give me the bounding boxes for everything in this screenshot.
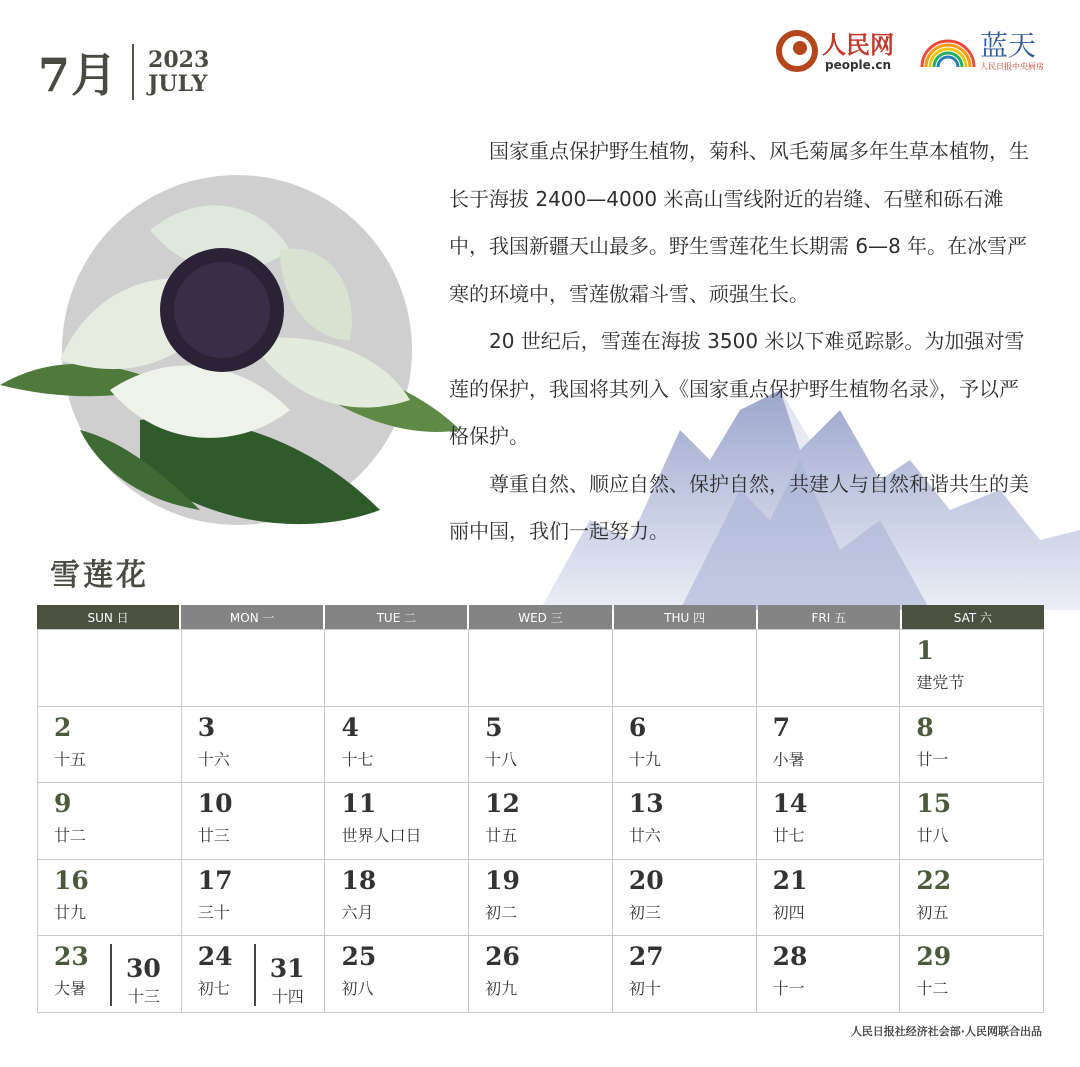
- calendar-day-cell[interactable]: [900, 707, 1044, 784]
- day-number: 15: [916, 789, 952, 819]
- month-label: 7月: [38, 48, 119, 102]
- lunar-label: 世界人口日: [341, 826, 422, 846]
- day-number: 7: [772, 712, 790, 742]
- lunar-label: 十三: [128, 987, 161, 1007]
- day-number: 17: [197, 865, 233, 895]
- day-number: 16: [54, 865, 89, 895]
- calendar-day-cell[interactable]: [182, 936, 326, 1013]
- calendar-day-cell[interactable]: [325, 860, 469, 937]
- header-divider: [132, 44, 134, 100]
- day-number: 6: [628, 712, 647, 742]
- year-box: [148, 48, 209, 96]
- weekday-header: FRI 五: [758, 605, 900, 629]
- day-number: 28: [772, 942, 808, 972]
- calendar-day-cell[interactable]: [38, 860, 182, 937]
- lunar-label: 廿七: [772, 826, 805, 846]
- day-number: 5: [485, 712, 503, 742]
- calendar-day-cell[interactable]: [900, 630, 1044, 707]
- calendar-day-cell[interactable]: [613, 783, 757, 860]
- day-number: 1: [916, 636, 934, 665]
- day-number: 31: [269, 954, 305, 984]
- calendar-week-row: [38, 630, 1044, 707]
- calendar-day-cell[interactable]: [469, 936, 613, 1013]
- lunar-label: 三十: [197, 902, 230, 922]
- calendar-grid: [37, 605, 1044, 1013]
- article-text: [449, 128, 1029, 556]
- weekday-header-row: [37, 605, 1044, 629]
- weekday-header: TUE 二: [325, 605, 467, 629]
- day-number: 3: [197, 712, 216, 742]
- calendar-day-cell[interactable]: [613, 860, 757, 937]
- lunar-label: 廿五: [485, 826, 518, 846]
- calendar-day-cell[interactable]: [182, 630, 326, 707]
- calendar-day-cell[interactable]: [182, 707, 326, 784]
- weekday-header: THU 四: [614, 605, 756, 629]
- calendar-day-cell[interactable]: [38, 936, 182, 1013]
- article-paragraph: 20 世纪后，雪莲在海拔 3500 米以下难觅踪影。为加强对雪莲的保护，我国将其列入《国家重点保护野生植物名录》，予以严格保护。: [449, 329, 1025, 448]
- article-paragraph: 尊重自然、顺应自然、保护自然，共建人与自然和谐共生的美丽中国，我们一起努力。: [449, 471, 1029, 543]
- lunar-label: 六月: [341, 902, 374, 922]
- lunar-label: 十五: [54, 749, 87, 769]
- calendar-day-cell[interactable]: [469, 707, 613, 784]
- day-number: 2: [54, 712, 72, 742]
- lunar-label: 建党节: [916, 673, 965, 692]
- calendar-day-cell[interactable]: [613, 707, 757, 784]
- lunar-label: 初十: [628, 979, 661, 999]
- day-number: 8: [916, 712, 934, 742]
- lunar-label: 十八: [485, 749, 518, 769]
- flower-name: 雪莲花: [50, 558, 149, 593]
- calendar-day-cell[interactable]: [325, 783, 469, 860]
- day-number: 22: [916, 865, 952, 895]
- lunar-label: 廿二: [54, 826, 87, 846]
- calendar-week-row: [38, 860, 1044, 937]
- lantian-text: 蓝天: [980, 28, 1037, 62]
- lunar-label: 廿一: [916, 749, 949, 769]
- lunar-label: 十六: [197, 749, 230, 769]
- lantian-subtext: 人民日报中央厨房: [980, 61, 1044, 71]
- people-cn-domain: people.cn: [824, 58, 892, 72]
- lunar-label: 大暑: [54, 979, 87, 999]
- calendar-day-cell[interactable]: [757, 707, 901, 784]
- day-number: 10: [197, 789, 233, 819]
- day-number: 23: [54, 942, 89, 972]
- lunar-label: 十四: [271, 987, 304, 1007]
- calendar-day-cell[interactable]: [613, 630, 757, 707]
- calendar-day-cell[interactable]: [757, 783, 901, 860]
- lunar-label: 初三: [628, 902, 661, 922]
- month-english-label: JULY: [148, 71, 208, 97]
- weekday-header: MON 一: [181, 605, 323, 629]
- lunar-label: 廿九: [54, 902, 87, 922]
- calendar-header: [38, 40, 209, 104]
- article-paragraph: 国家重点保护野生植物，菊科、风毛菊属多年生草本植物，生长于海拔 2400—4000 米高山雪线附近的岩缝、石壁和砾石滩中，我国新疆天山最多。野生雪莲花生长期需 6—8 年。在冰雪严寒的环境中，雪莲傲霜斗雪、顽强生长。: [449, 139, 1029, 306]
- calendar-week-row: [38, 783, 1044, 860]
- day-number: 11: [341, 789, 377, 819]
- lunar-label: 十九: [628, 749, 661, 769]
- lunar-label: 初五: [916, 902, 949, 922]
- calendar-day-cell[interactable]: [38, 707, 182, 784]
- lunar-label: 十一: [772, 979, 805, 999]
- calendar-day-cell[interactable]: [469, 783, 613, 860]
- people-cn-icon: [776, 30, 818, 72]
- cell-divider: [110, 944, 112, 1006]
- day-number: 12: [485, 789, 520, 819]
- day-number: 18: [341, 865, 377, 895]
- snow-lotus-illustration: [0, 170, 470, 540]
- lunar-label: 小暑: [772, 749, 805, 769]
- day-number: 20: [628, 865, 664, 895]
- calendar-day-cell[interactable]: [900, 783, 1044, 860]
- calendar-day-cell[interactable]: [38, 783, 182, 860]
- lunar-label: 初七: [197, 979, 230, 999]
- weekday-header: WED 三: [469, 605, 611, 629]
- lunar-label: 初八: [341, 979, 374, 999]
- people-cn-logo: [776, 30, 894, 72]
- day-number: 25: [341, 942, 377, 972]
- day-number: 13: [628, 789, 664, 819]
- calendar-day-cell[interactable]: [613, 936, 757, 1013]
- day-number: 19: [485, 865, 520, 895]
- day-number: 21: [772, 865, 808, 895]
- calendar-weeks: [37, 629, 1044, 1013]
- logos: [776, 30, 1044, 72]
- cell-divider: [254, 944, 256, 1006]
- lantian-logo: [918, 28, 1044, 72]
- lunar-label: 初四: [772, 902, 805, 922]
- calendar-day-cell[interactable]: [325, 936, 469, 1013]
- day-number: 24: [197, 942, 233, 972]
- calendar-day-cell[interactable]: [469, 860, 613, 937]
- calendar-week-row: [38, 936, 1044, 1013]
- day-number: 30: [126, 954, 161, 984]
- calendar-day-cell[interactable]: [182, 860, 326, 937]
- year-label: 2023: [148, 47, 210, 73]
- calendar-day-cell[interactable]: [325, 630, 469, 707]
- calendar-day-cell[interactable]: [757, 936, 901, 1013]
- people-cn-text: 人民网: [822, 30, 894, 59]
- lunar-label: 廿六: [628, 826, 661, 846]
- weekday-header: SUN 日: [37, 605, 179, 629]
- calendar-day-cell[interactable]: [900, 860, 1044, 937]
- calendar-day-cell[interactable]: [469, 630, 613, 707]
- rainbow-icon: [918, 31, 978, 71]
- lunar-label: 初九: [485, 979, 518, 999]
- day-number: 26: [485, 942, 520, 972]
- calendar-day-cell[interactable]: [38, 630, 182, 707]
- calendar-day-cell[interactable]: [757, 860, 901, 937]
- lunar-label: 初二: [485, 902, 518, 922]
- day-number: 29: [916, 942, 952, 972]
- calendar-day-cell[interactable]: [900, 936, 1044, 1013]
- calendar-day-cell[interactable]: [325, 707, 469, 784]
- lunar-label: 廿三: [197, 826, 230, 846]
- calendar-week-row: [38, 707, 1044, 784]
- weekday-header: SAT 六: [902, 605, 1044, 629]
- day-number: 4: [341, 712, 359, 742]
- lunar-label: 廿八: [916, 826, 949, 846]
- lunar-label: 十七: [341, 749, 374, 769]
- footer-credit: 人民日报社经济社会部·人民网联合出品: [850, 1025, 1042, 1038]
- calendar-day-cell[interactable]: [757, 630, 901, 707]
- calendar-day-cell[interactable]: [182, 783, 326, 860]
- lunar-label: 十二: [916, 979, 949, 999]
- day-number: 14: [772, 789, 808, 819]
- day-number: 9: [54, 789, 72, 819]
- day-number: 27: [628, 942, 664, 972]
